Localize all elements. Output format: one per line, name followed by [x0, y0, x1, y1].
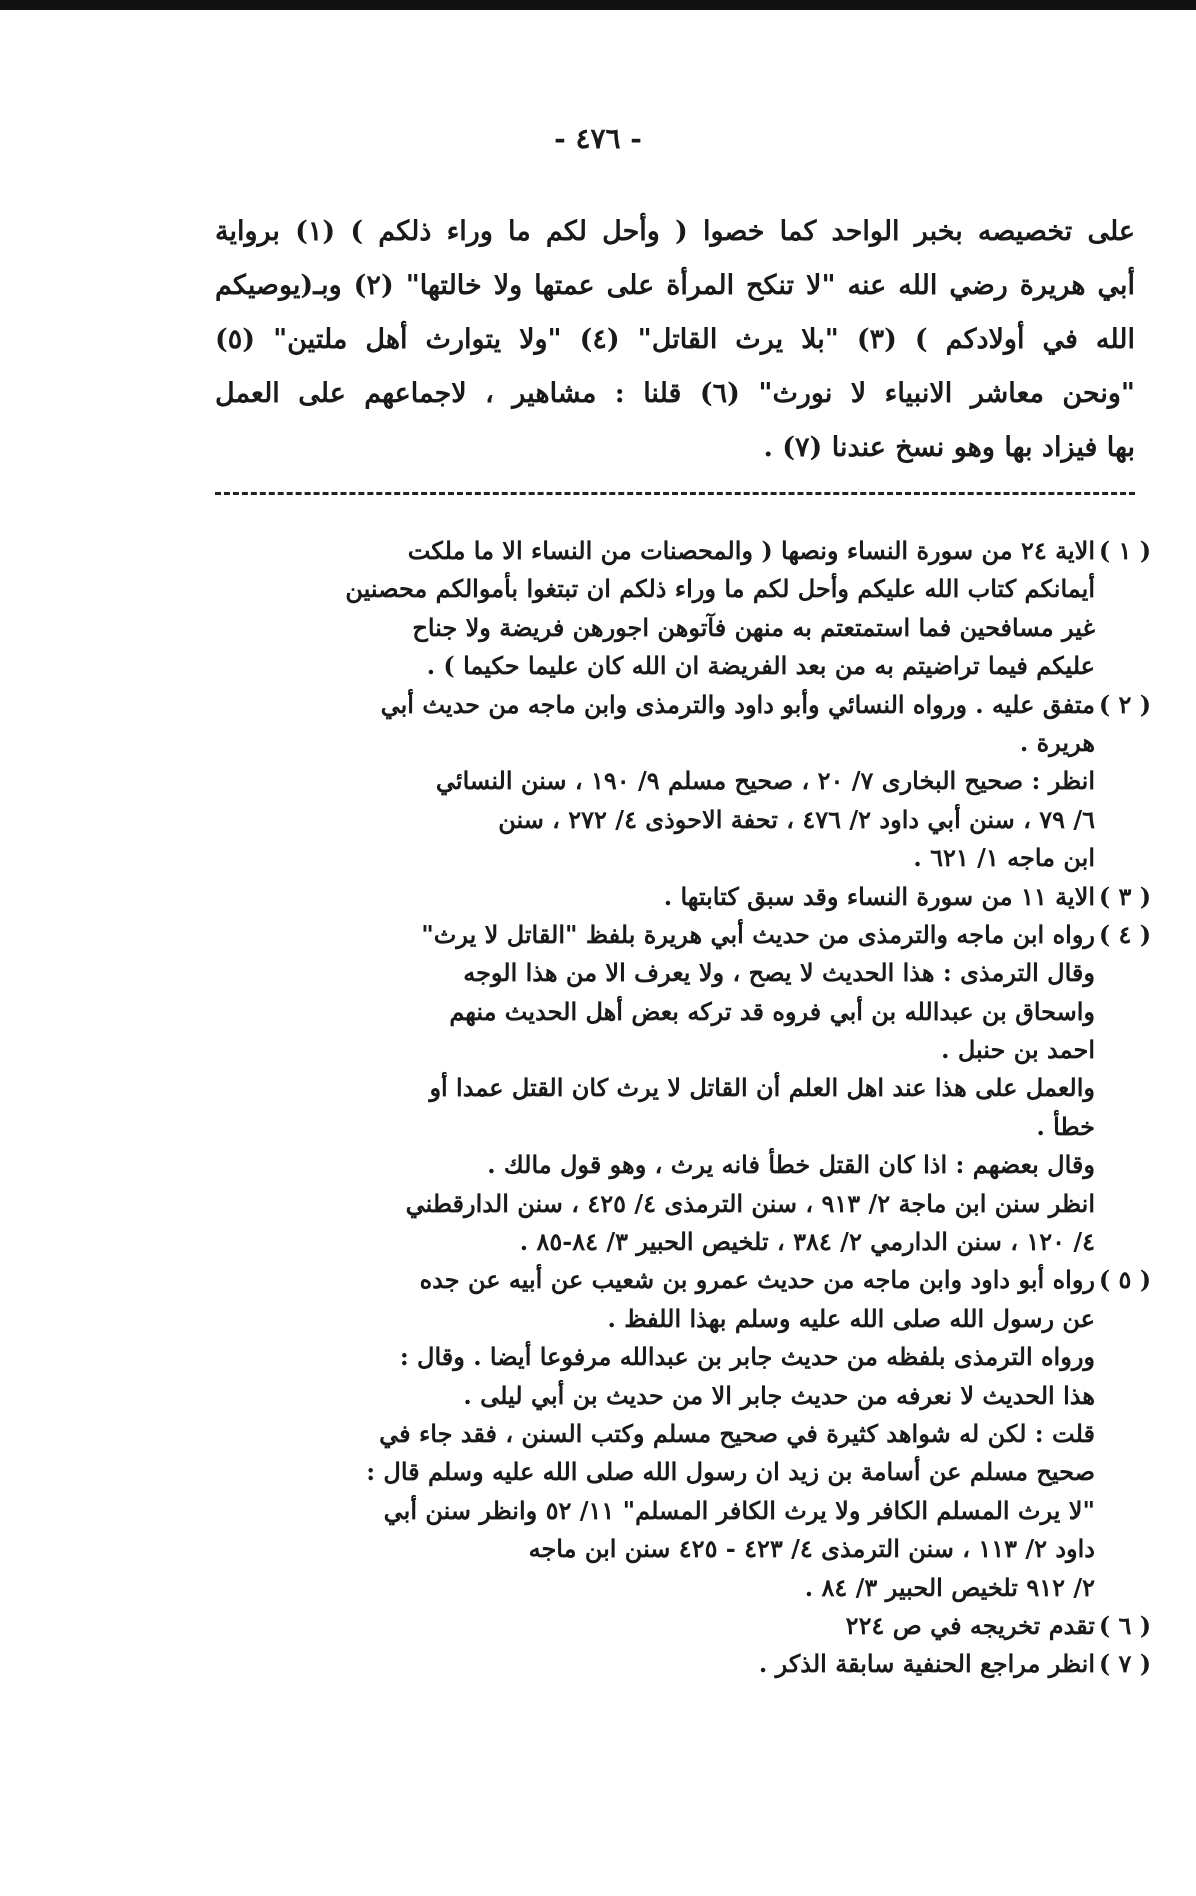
footnote-line: عن رسول الله صلى الله عليه وسلم بهذا اللفظ . — [607, 1303, 1095, 1333]
footnote — [205, 1607, 1155, 1645]
footnote-line: صحيح مسلم عن أسامة بن زيد ان رسول الله صلى الله عليه وسلم قال : — [366, 1457, 1095, 1487]
footnote-line: ٦/ ٧٩ ، سنن أبي داود ٢/ ٤٧٦ ، تحفة الاحوذى ٤/ ٢٧٢ ، سنن — [498, 804, 1095, 834]
footnote-body — [205, 532, 1095, 686]
footnote-number: ( ٢ ) — [1098, 689, 1152, 719]
footnote-number: ( ١ ) — [1098, 536, 1152, 565]
footnote — [205, 532, 1155, 686]
body-line: الله في أولادكم ) (٣) "بلا يرث القاتل" (٤) "ولا يتوارث أهل ملتين" (٥) — [215, 324, 1135, 355]
footnote-line: هذا الحديث لا نعرفه من حديث جابر الا من حديث بن أبي ليلى . — [463, 1380, 1095, 1410]
footnote-line: رواه أبو داود وابن ماجه من حديث عمرو بن شعيب عن أبيه عن جده — [419, 1265, 1095, 1295]
footnote-line: ورواه الترمذى بلفظه من حديث جابر بن عبدالله مرفوعا أيضا . وقال : — [399, 1342, 1095, 1372]
footnote-line: انظر : صحيح البخارى ٧/ ٢٠ ، صحيح مسلم ٩/ ١٩٠ ، سنن النسائي — [435, 766, 1095, 796]
footnote — [205, 878, 1155, 916]
footnote-body — [205, 1645, 1095, 1683]
footnote-line: احمد بن حنبل . — [941, 1035, 1095, 1065]
footnote-line: "لا يرث المسلم الكافر ولا يرث الكافر المسلم" ١١/ ٥٢ وانظر سنن أبي — [383, 1495, 1095, 1525]
footnote-line: عليكم فيما تراضيتم به من بعد الفريضة ان الله كان عليما حكيما ) . — [426, 651, 1095, 681]
body-line: أبي هريرة رضي الله عنه "لا تنكح المرأة على عمتها ولا خالتها" (٢) وبـ(يوصيكم — [215, 270, 1135, 301]
footnote-separator — [215, 492, 1135, 495]
body-line: بها فيزاد بها وهو نسخ عندنا (٧) . — [763, 432, 1135, 463]
body-line: "ونحن معاشر الانبياء لا نورث" (٦) قلنا : مشاهير ، لاجماعهم على العمل — [215, 378, 1135, 409]
footnotes — [205, 532, 1155, 1684]
footnote-line: قلت : لكن له شواهد كثيرة في صحيح مسلم وكتب السنن ، فقد جاء في — [379, 1419, 1095, 1448]
footnote — [205, 686, 1155, 878]
footnote-line: ٢/ ٩١٢ تلخيص الحبير ٣/ ٨٤ . — [804, 1572, 1095, 1602]
main-text — [215, 205, 1135, 475]
footnote-number: ( ٧ ) — [1098, 1649, 1152, 1679]
footnote — [205, 1261, 1155, 1607]
footnote-line: داود ٢/ ١١٣ ، سنن الترمذى ٤/ ٤٢٣ - ٤٢٥ سنن ابن ماجه — [528, 1534, 1095, 1564]
footnote-body — [205, 1607, 1095, 1645]
footnote-line: انظر سنن ابن ماجة ٢/ ٩١٣ ، سنن الترمذى ٤/ ٤٢٥ ، سنن الدارقطني — [405, 1188, 1095, 1218]
footnote-number: ( ٣ ) — [1098, 881, 1152, 911]
footnote-line: غير مسافحين فما استمتعتم به منهن فآتوهن اجورهن فريضة ولا جناح — [412, 612, 1095, 642]
footnote-line: ٤/ ١٢٠ ، سنن الدارمي ٢/ ٣٨٤ ، تلخيص الحبير ٣/ ٨٤-٨٥ . — [519, 1227, 1095, 1257]
footnote-number: ( ٥ ) — [1098, 1265, 1152, 1295]
footnote-line: هريرة . — [1019, 727, 1095, 757]
footnote-number: ( ٦ ) — [1098, 1610, 1152, 1640]
footnote-line: الاية ٢٤ من سورة النساء ونصها ( والمحصنات من النساء الا ما ملكت — [407, 536, 1095, 565]
footnote-line: متفق عليه . ورواه النسائي وأبو داود والترمذى وابن ماجه من حديث أبي — [380, 689, 1095, 719]
footnote-line: أيمانكم كتاب الله عليكم وأحل لكم ما وراء ذلكم ان تبتغوا بأموالكم محصنين — [345, 574, 1095, 604]
footnote-line: الاية ١١ من سورة النساء وقد سبق كتابتها . — [663, 881, 1095, 911]
footnote-line: انظر مراجع الحنفية سابقة الذكر . — [758, 1649, 1095, 1679]
footnote — [205, 916, 1155, 1262]
footnote-body — [205, 686, 1095, 878]
footnote-line: خطأ . — [1036, 1111, 1095, 1141]
body-line: على تخصيصه بخبر الواحد كما خصوا ( وأحل لكم ما وراء ذلكم ) (١) برواية — [215, 216, 1135, 247]
footnote-body — [205, 878, 1095, 916]
footnote — [205, 1645, 1155, 1683]
footnote-line: تقدم تخريجه في ص ٢٢٤ — [845, 1610, 1095, 1640]
footnote-body — [205, 916, 1095, 1262]
footnote-line: وقال بعضهم : اذا كان القتل خطأ فانه يرث ، وهو قول مالك . — [487, 1150, 1095, 1180]
footnote-line: واسحاق بن عبدالله بن أبي فروه قد تركه بعض أهل الحديث منهم — [449, 996, 1095, 1026]
footnote-line: والعمل على هذا عند اهل العلم أن القاتل لا يرث كان القتل عمدا أو — [429, 1073, 1095, 1103]
scan-top-edge — [0, 0, 1196, 10]
footnote-line: وقال الترمذى : هذا الحديث لا يصح ، ولا يعرف الا من هذا الوجه — [463, 958, 1095, 988]
page-number: - ٤٧٦ - — [554, 122, 642, 155]
footnote-body — [205, 1261, 1095, 1607]
footnote-line: رواه ابن ماجه والترمذى من حديث أبي هريرة بلفظ "القاتل لا يرث" — [421, 919, 1095, 949]
footnote-line: ابن ماجه ١/ ٦٢١ . — [913, 843, 1095, 873]
footnote-number: ( ٤ ) — [1098, 919, 1152, 949]
